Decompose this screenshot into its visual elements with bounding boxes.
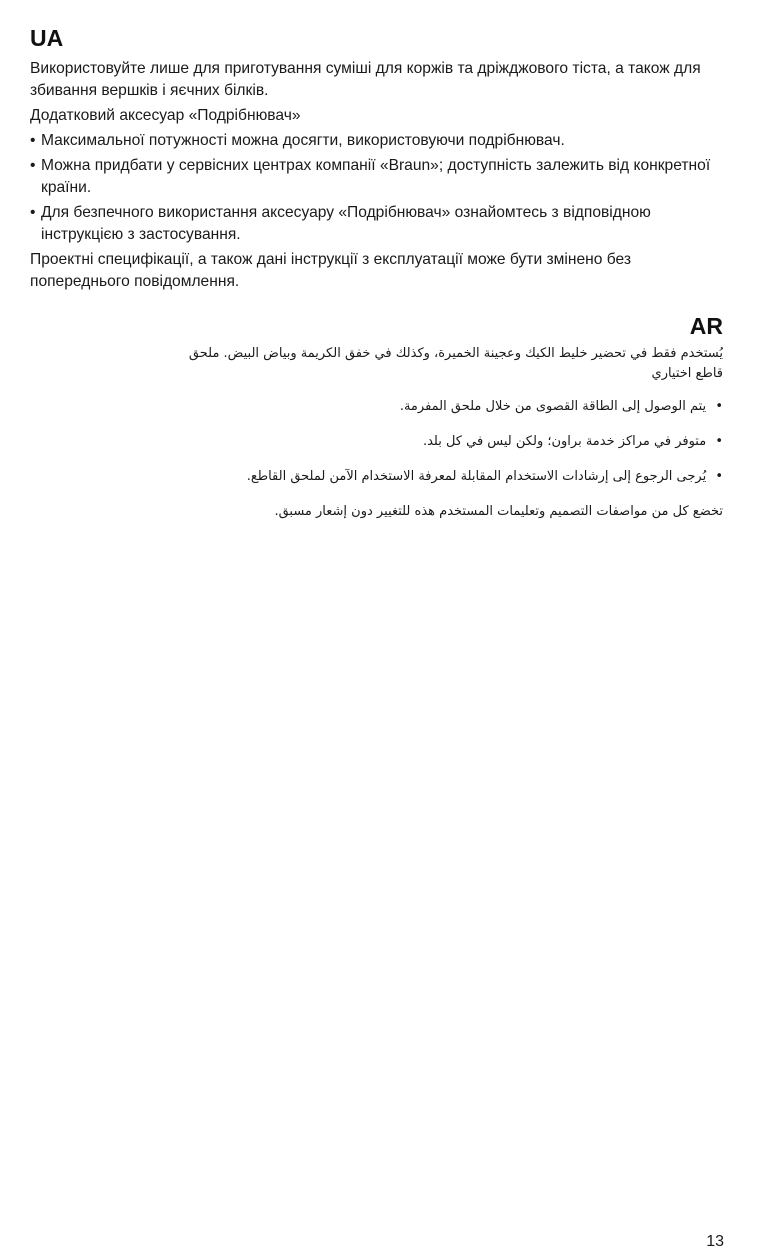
bullet-icon: • [715, 469, 723, 484]
language-code-ar: AR [689, 313, 723, 339]
ua-bullet-item [30, 155, 730, 199]
ua-intro-paragraph: Використовуйте лише для приготування суміші для коржів та дріжджового тіста, а також для збивання вершків і яєчних білків. [30, 60, 701, 99]
page-number: 13 [706, 1233, 724, 1250]
bullet-icon: • [30, 204, 36, 221]
ua-bullet-list [30, 130, 730, 246]
ar-bullet-text: متوفر في مراكز خدمة براون؛ ولكن ليس في كل بلد. [422, 434, 707, 449]
ar-bullet-item [163, 397, 723, 417]
bullet-icon: • [715, 434, 723, 449]
ua-footer-paragraph: Проектні специфікації, а також дані інструкції з експлуатації може бути змінено без попереднього повідомлення. [30, 251, 631, 290]
bullet-icon: • [30, 132, 36, 149]
ar-bullet-text: يُرجى الرجوع إلى إرشادات الاستخدام المقابلة لمعرفة الاستخدام الآمن لملحق القاطع. [246, 469, 707, 484]
ar-intro-paragraph: يُستخدم فقط في تحضير خليط الكيك وعجينة الخميرة، وكذلك في خفق الكريمة وبياض البيض. ملحق قاطع اختياري [188, 346, 723, 381]
ar-footer-paragraph: تخضع كل من مواصفات التصميم وتعليمات المستخدم هذه للتغيير دون إشعار مسبق. [274, 504, 723, 519]
arabic-section [163, 312, 723, 535]
ua-bullet-item [30, 130, 730, 152]
ua-bullet-text: Максимальної потужності можна досягти, використовуючи подрібнювач. [41, 132, 565, 149]
ukrainian-section [30, 24, 730, 296]
ar-bullet-item [163, 467, 723, 487]
ar-bullet-list [163, 397, 723, 487]
ar-bullet-text: يتم الوصول إلى الطاقة القصوى من خلال ملحق المفرمة. [399, 399, 707, 414]
bullet-icon: • [715, 399, 723, 414]
ua-accessory-heading: Додатковий аксесуар «Подрібнювач» [30, 107, 301, 124]
ar-bullet-item [163, 432, 723, 452]
bullet-icon: • [30, 157, 36, 174]
ua-bullet-text: Можна придбати у сервісних центрах компанії «Braun»; доступність залежить від конкретної країни. [41, 157, 711, 196]
ua-bullet-text: Для безпечного використання аксесуару «Подрібнювач» ознайомтесь з відповідною інструкцією з застосування. [41, 204, 651, 243]
ua-bullet-item [30, 202, 730, 246]
language-code-ua: UA [30, 25, 64, 51]
